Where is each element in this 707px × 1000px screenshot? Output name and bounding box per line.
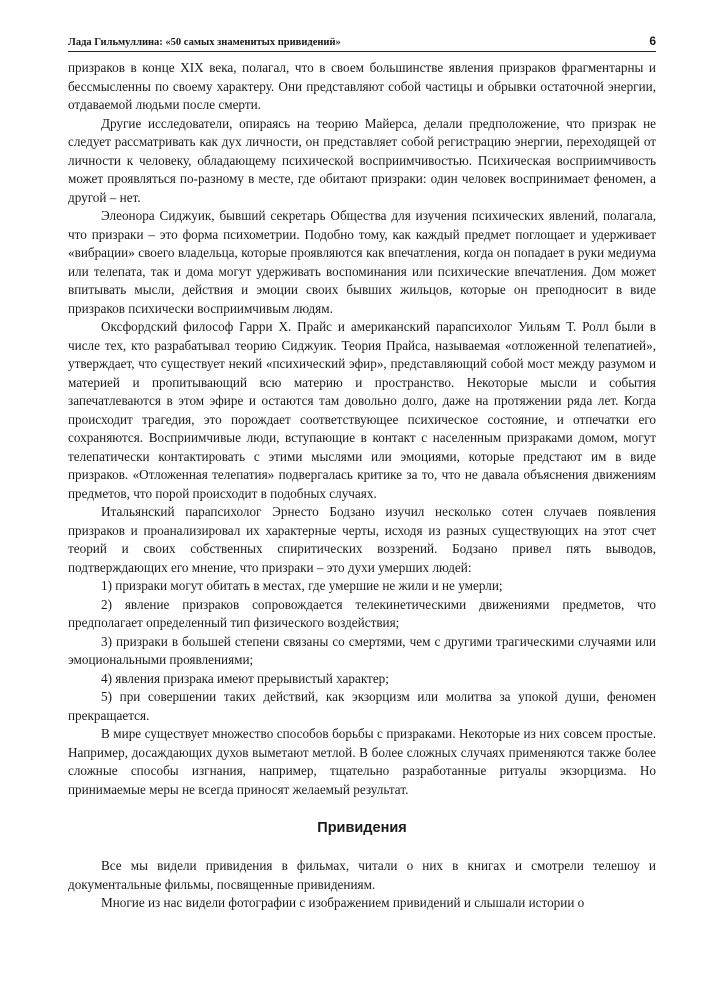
running-header bbox=[68, 33, 656, 52]
body-text bbox=[68, 59, 656, 913]
section-paragraph-2: Многие из нас видели фотографии с изображением привидений и слышали истории о bbox=[101, 895, 585, 910]
header-book-title: Лада Гильмуллина: «50 самых знаменитых привидений» bbox=[68, 37, 341, 48]
list-item-conclusion-5: 5) при совершении таких действий, как экзорцизм или молитва за упокой души, феномен прекращается. bbox=[68, 689, 656, 723]
section-paragraph-1: Все мы видели привидения в фильмах, читали о них в книгах и смотрели телешоу и документальные фильмы, посвященные привидениям. bbox=[68, 858, 656, 892]
section-heading: Привидения bbox=[317, 820, 407, 836]
page-number: 6 bbox=[649, 34, 656, 48]
list-item-conclusion-4: 4) явления призрака имеют прерывистый характер; bbox=[101, 670, 389, 686]
list-item-conclusion-1: 1) призраки могут обитать в местах, где умершие не жили и не умерли; bbox=[101, 578, 503, 593]
paragraph-continued: призраков в конце XIX века, полагал, что в своем большинстве явления призраков фрагментарны и бессмысленны по своему характеру. Они представляют собой частицы и обрывки остаточной энергии, отдаваемой людьми после смерти. bbox=[68, 60, 656, 112]
paragraph-price-roll: Оксфордский философ Гарри Х. Прайс и американский парапсихолог Уильям Т. Ролл были в числе тех, кто разрабатывал теорию Сиджуик. Теория Прайса, называемая «отложенной телепатией», утверждает, что существует некий «психический эфир», представляющий собой мост между разумом и материей и пропитывающий всю материю и пространство. Некоторые мысли и события запечатлеваются в этом эфире и остаются там довольно долго, даже на протяжении ряда лет. Когда происходит трагедия, это порождает соответствующее психическое состояние, и отпечатки его сохраняются. Восприимчивые люди, вступающие в контакт с населенным призраками домом, могут телепатически контактировать с этими мыслями или эмоциями, которые предстают им в виде призраков. «Отложенная телепатия» подвергалась критике за то, что не давала объяснения движениям предметов, что порой происходит в подобных случаях. bbox=[68, 319, 656, 501]
paragraph-sidgwick: Элеонора Сиджуик, бывший секретарь Общества для изучения психических явлений, полагала, что призраки – это форма психометрии. Подобно тому, как каждый предмет поглощает и удерживает «вибрации» своего владельца, которые проявляются как впечатления, когда он попадает в руки медиума или телепата, так и дома могут удерживать воспоминания или психические впечатления. Дом может впитывать мысли, действия и эмоции своих бывших жильцов, которые он преподносит в виде призраков психически восприимчивым людям. bbox=[68, 208, 656, 316]
paragraph-myers-theory: Другие исследователи, опираясь на теорию Майерса, делали предположение, что призрак не следует рассматривать как дух личности, он представляет собой регистрацию энергии, переходящей от личности к человеку, обладающему психической восприимчивостью. Психическая восприимчивость может проявляться по-разному в месте, где обитают призраки: один человек воспринимает феномен, а другой – нет. bbox=[68, 115, 656, 205]
list-item-conclusion-3: 3) призраки в большей степени связаны со смертями, чем с другими трагическими случаями или эмоциональными проявлениями; bbox=[68, 633, 656, 667]
list-item-conclusion-2: 2) явление призраков сопровождается телекинетическими движениями предметов, что предполагает определенный тип физического воздействия; bbox=[68, 596, 656, 630]
paragraph-bozzano: Итальянский парапсихолог Эрнесто Бодзано изучил несколько сотен случаев появления призраков и проанализировал их характерные черты, исходя из разных существующих на этот счет теорий и своих собственных спиритических воззрений. Бодзано привел пять выводов, подтверждающих его мнение, что призраки – это духи умерших людей: bbox=[68, 504, 656, 575]
paragraph-methods: В мире существует множество способов борьбы с призраками. Некоторые из них совсем простые. Например, досаждающих духов выметают метлой. В более сложных случаях применяются также более сложные способы изгнания, например, тщательно разработанные ритуалы экзорцизма. Но принимаемые меры не всегда приносят желаемый результат. bbox=[68, 726, 656, 797]
